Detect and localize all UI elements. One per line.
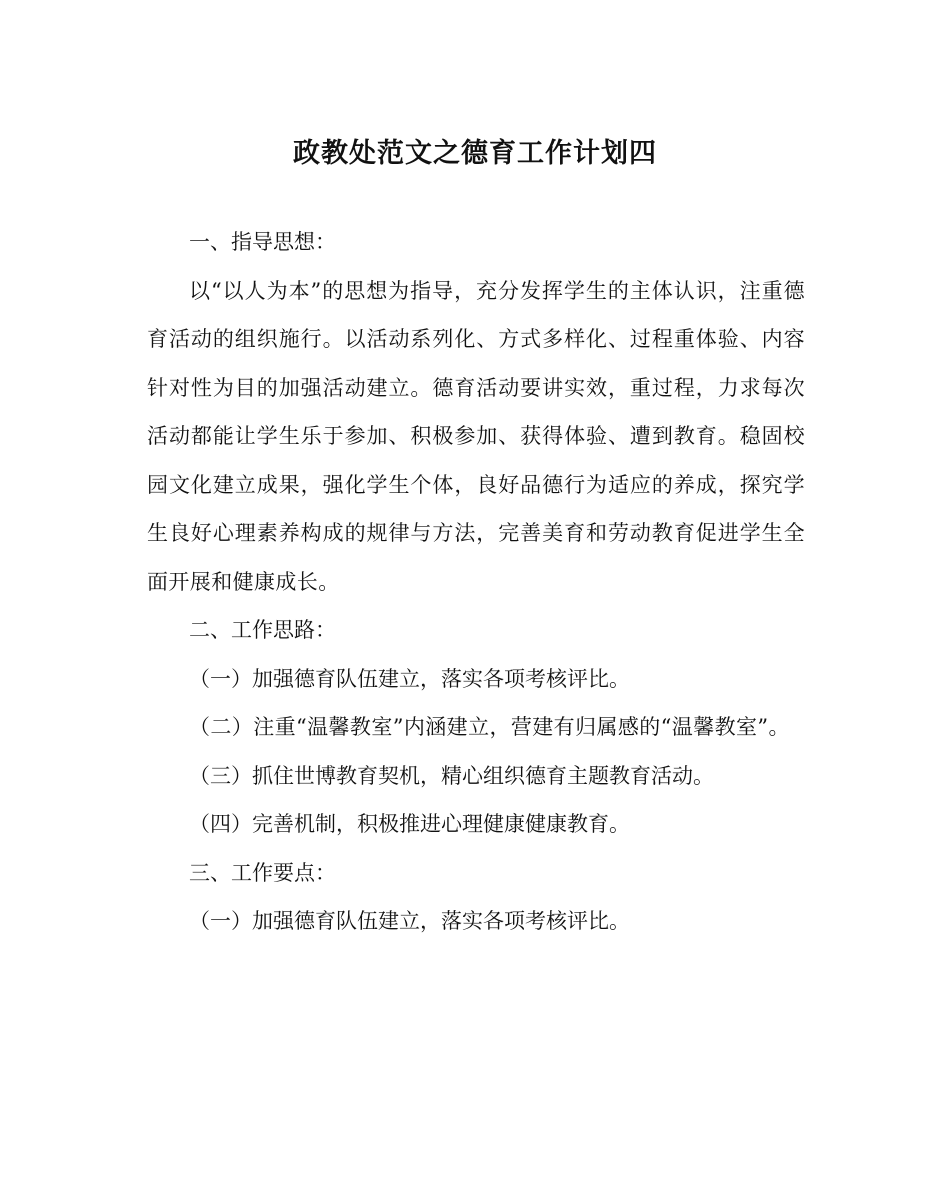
work-points-item-1: （一）加强德育队伍建立，落实各项考核评比。	[189, 909, 630, 933]
work-approach-item-4: （四）完善机制，积极推进心理健康健康教育。	[189, 812, 630, 836]
section-heading-work-points: 三、工作要点：	[189, 860, 336, 885]
document-body	[147, 218, 805, 946]
guiding-ideology-paragraph: 以“以人为本”的思想为指导，充分发挥学生的主体认识，注重德育活动的组织施行。以活动系列化、方式多样化、过程重体验、内容针对性为目的加强活动建立。德育活动要讲实效，重过程，力求每次活动都能让学生乐于参加、积极参加、获得体验、遭到教育。稳固校园文化建立成果，强化学生个体，良好品德行为适应的养成，探究学生良好心理素养构成的规律与方法，完善美育和劳动教育促进学生全面开展和健康成长。	[147, 278, 805, 594]
section-heading-guiding-ideology: 一、指导思想：	[189, 230, 336, 254]
section-heading-work-approach: 二、工作思路：	[189, 618, 336, 642]
work-approach-item-3: （三）抓住世博教育契机，精心组织德育主题教育活动。	[189, 763, 714, 788]
work-approach-item-2: （二）注重“温馨教室”内涵建立，营建有归属感的“温馨教室”。	[189, 715, 790, 739]
document-title: 政教处范文之德育工作计划四	[293, 138, 657, 169]
work-approach-item-1: （一）加强德育队伍建立，落实各项考核评比。	[189, 666, 630, 691]
